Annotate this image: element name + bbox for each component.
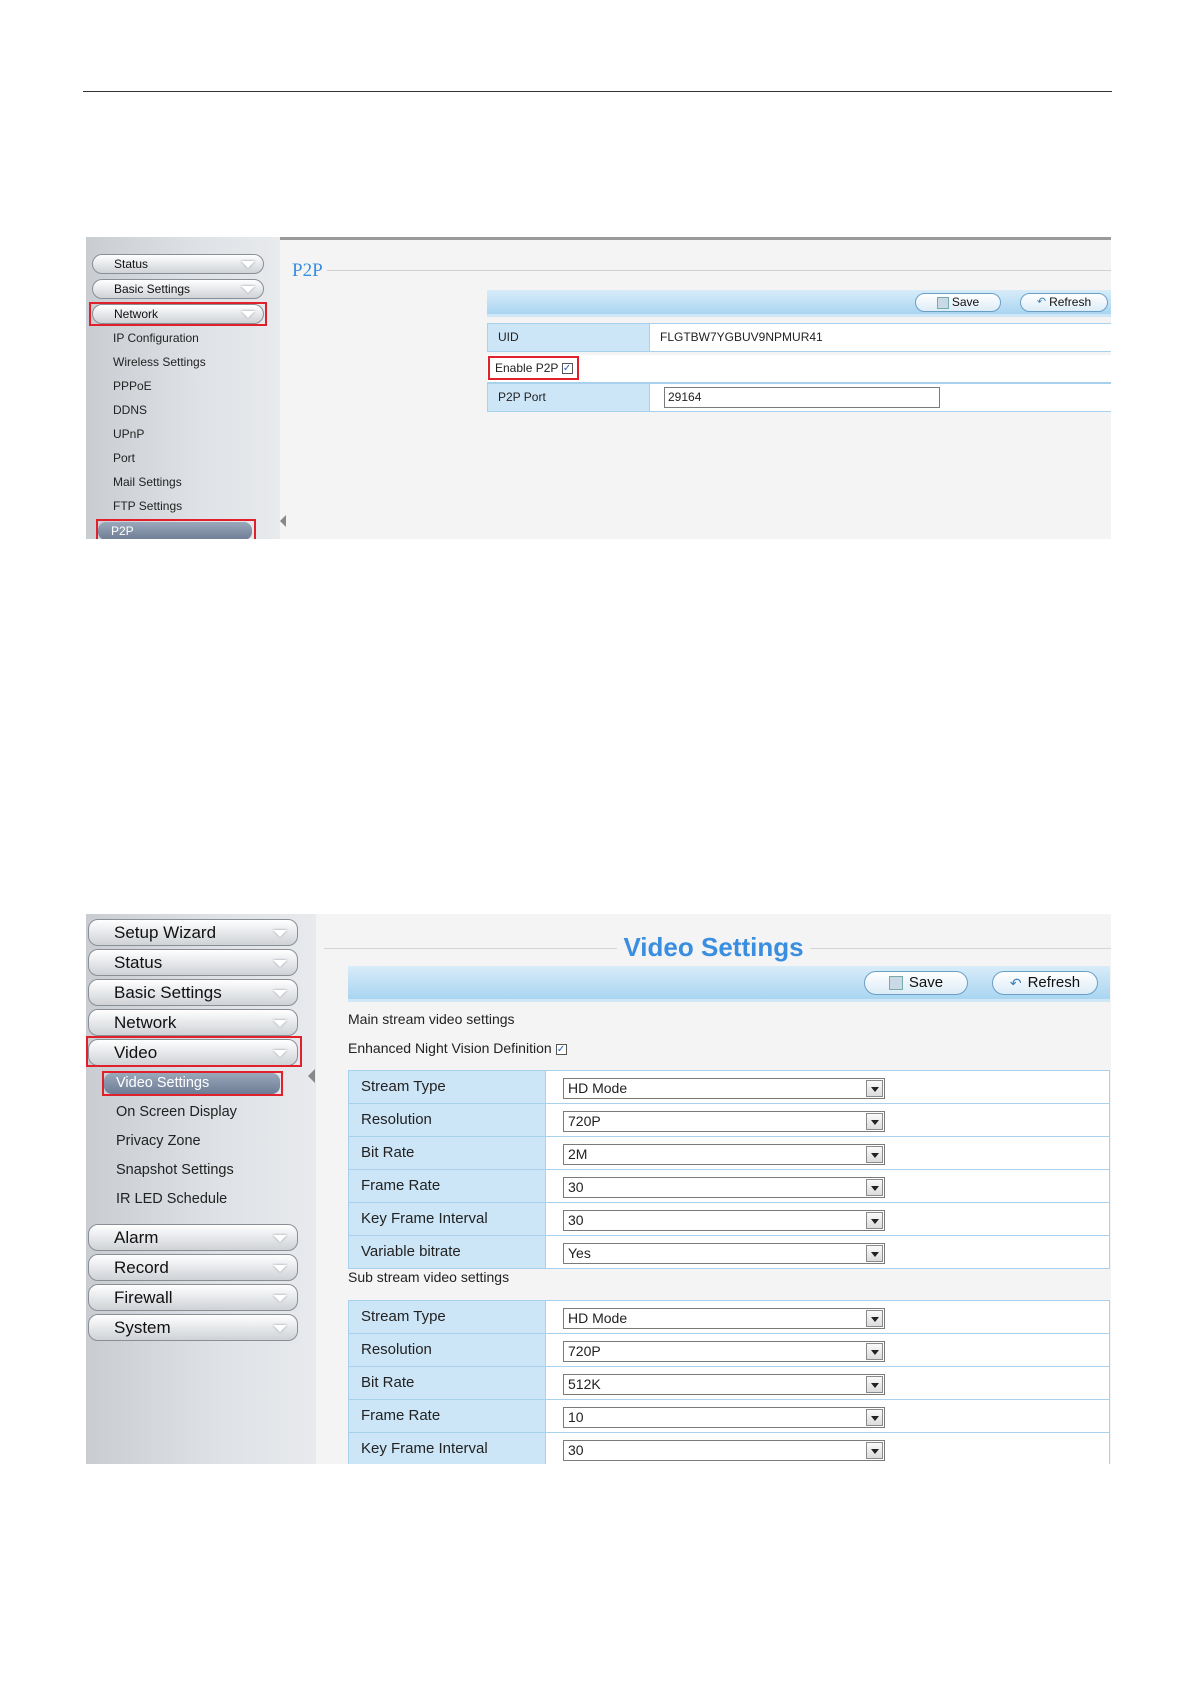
enable-p2p-row (487, 355, 1111, 383)
chevron-down-icon (241, 261, 255, 268)
setting-label: Bit Rate (349, 1137, 546, 1169)
setting-select[interactable] (563, 1111, 885, 1132)
refresh-icon: ↶ (1036, 296, 1047, 309)
night-vision-label: Enhanced Night Vision Definition (348, 1040, 552, 1056)
setting-row (348, 1169, 1110, 1203)
video-settings-screenshot (86, 914, 1111, 1464)
menu-firewall[interactable] (88, 1284, 298, 1311)
main-panel (316, 914, 1111, 1464)
chevron-down-icon (273, 1265, 287, 1272)
submenu-on-screen-display[interactable]: On Screen Display (116, 1104, 237, 1120)
menu-label: Record (114, 1258, 169, 1277)
setting-row (348, 1235, 1110, 1269)
refresh-label: Refresh (1049, 295, 1092, 309)
panel-title: P2P (288, 260, 327, 282)
setting-value: HD Mode (568, 1080, 628, 1096)
setting-select[interactable] (563, 1440, 885, 1461)
chevron-down-icon (273, 1235, 287, 1242)
chevron-down-icon (273, 930, 287, 937)
menu-label: Setup Wizard (114, 923, 217, 942)
submenu-video-settings[interactable]: Video Settings (104, 1073, 280, 1094)
menu-label: Alarm (114, 1228, 159, 1247)
refresh-button[interactable] (992, 971, 1098, 995)
submenu-ftp-settings[interactable]: FTP Settings (113, 499, 183, 513)
panel-title-rule (290, 270, 1111, 271)
setting-select[interactable] (563, 1210, 885, 1231)
menu-label: Video (114, 1043, 158, 1062)
setting-row (348, 1070, 1110, 1104)
menu-label: Basic Settings (114, 983, 222, 1002)
setting-select[interactable] (563, 1341, 885, 1362)
setting-select[interactable] (563, 1308, 885, 1329)
setting-row (348, 1103, 1110, 1137)
p2p-port-row (487, 383, 1111, 412)
main-panel (280, 237, 1111, 539)
setting-label: Key Frame Interval (349, 1433, 546, 1464)
uid-value: FLGTBW7YGBUV9NPMUR41 (660, 330, 823, 344)
menu-label: Status (114, 257, 149, 271)
highlight-video-settings (102, 1071, 283, 1096)
setting-row (348, 1432, 1110, 1464)
setting-value: 30 (568, 1442, 584, 1458)
night-vision-wrap (348, 1040, 567, 1056)
menu-network[interactable] (88, 1009, 298, 1036)
highlight-p2p (96, 519, 256, 539)
collapse-icon[interactable] (308, 1069, 315, 1083)
chevron-down-icon[interactable] (866, 1376, 883, 1393)
setting-select[interactable] (563, 1374, 885, 1395)
main-stream-heading: Main stream video settings (348, 1011, 515, 1027)
sidebar (86, 237, 280, 539)
chevron-down-icon[interactable] (866, 1442, 883, 1459)
submenu-port[interactable]: Port (113, 451, 136, 465)
submenu-ip-configuration[interactable]: IP Configuration (113, 331, 199, 345)
save-button[interactable] (864, 971, 968, 995)
toolbar (348, 966, 1110, 1002)
submenu-wireless-settings[interactable]: Wireless Settings (113, 355, 206, 369)
chevron-down-icon (273, 1020, 287, 1027)
setting-value: 720P (568, 1113, 601, 1129)
setting-row (348, 1202, 1110, 1236)
menu-record[interactable] (88, 1254, 298, 1281)
save-icon (937, 297, 949, 309)
page-title-wrap (316, 932, 1111, 963)
uid-row (487, 323, 1111, 352)
uid-label: UID (488, 324, 650, 351)
setting-row (348, 1399, 1110, 1433)
chevron-down-icon (273, 1295, 287, 1302)
menu-status[interactable] (92, 254, 264, 274)
chevron-down-icon (273, 1325, 287, 1332)
menu-basic-settings[interactable] (88, 979, 298, 1006)
chevron-down-icon (273, 960, 287, 967)
save-button[interactable] (915, 293, 1001, 312)
setting-row (348, 1366, 1110, 1400)
refresh-label: Refresh (1027, 974, 1081, 991)
chevron-down-icon[interactable] (866, 1179, 883, 1196)
save-icon (889, 976, 903, 990)
chevron-down-icon[interactable] (866, 1310, 883, 1327)
chevron-down-icon[interactable] (866, 1343, 883, 1360)
submenu-ddns[interactable]: DDNS (113, 403, 148, 417)
page-title: Video Settings (617, 932, 809, 962)
save-label: Save (951, 295, 980, 309)
setting-value: Yes (568, 1245, 591, 1261)
p2p-screenshot (86, 237, 1111, 539)
setting-select[interactable] (563, 1243, 885, 1264)
setting-value: HD Mode (568, 1310, 628, 1326)
highlight-network (89, 302, 267, 326)
submenu-upnp[interactable]: UPnP (113, 427, 145, 441)
p2p-port-input[interactable]: 29164 (664, 387, 940, 408)
chevron-down-icon[interactable] (866, 1146, 883, 1163)
enable-p2p-label: Enable P2P (495, 361, 559, 375)
menu-setup-wizard[interactable] (88, 919, 298, 946)
setting-select[interactable] (563, 1177, 885, 1198)
setting-value: 720P (568, 1343, 601, 1359)
setting-value: 10 (568, 1409, 584, 1425)
setting-label: Frame Rate (349, 1170, 546, 1202)
setting-select[interactable] (563, 1144, 885, 1165)
menu-label: Basic Settings (114, 282, 191, 296)
chevron-down-icon[interactable] (866, 1245, 883, 1262)
menu-status[interactable] (88, 949, 298, 976)
chevron-down-icon[interactable] (866, 1113, 883, 1130)
setting-value: 512K (568, 1376, 601, 1392)
menu-label: Status (114, 953, 163, 972)
chevron-down-icon[interactable] (866, 1212, 883, 1229)
refresh-button[interactable] (1020, 293, 1108, 312)
menu-label: System (114, 1318, 171, 1337)
submenu-privacy-zone[interactable]: Privacy Zone (116, 1133, 201, 1149)
setting-select[interactable] (563, 1407, 885, 1428)
menu-alarm[interactable] (88, 1224, 298, 1251)
chevron-down-icon[interactable] (866, 1080, 883, 1097)
submenu-snapshot-settings[interactable]: Snapshot Settings (116, 1162, 234, 1178)
submenu-p2p[interactable]: P2P (98, 522, 252, 539)
menu-basic-settings[interactable] (92, 279, 264, 299)
chevron-down-icon[interactable] (866, 1409, 883, 1426)
collapse-icon[interactable] (280, 515, 286, 527)
setting-select[interactable] (563, 1078, 885, 1099)
setting-value: 30 (568, 1179, 584, 1195)
page-header-rule (83, 91, 1112, 92)
setting-label: Stream Type (349, 1071, 546, 1103)
setting-label: Frame Rate (349, 1400, 546, 1432)
setting-label: Variable bitrate (349, 1236, 546, 1268)
submenu-mail-settings[interactable]: Mail Settings (113, 475, 182, 489)
setting-label: Resolution (349, 1104, 546, 1136)
p2p-port-label: P2P Port (488, 384, 650, 411)
setting-row (348, 1333, 1110, 1367)
setting-label: Stream Type (349, 1301, 546, 1333)
enable-p2p-checkbox[interactable]: ✓ (562, 363, 572, 375)
setting-value: 2M (568, 1146, 588, 1162)
setting-row (348, 1136, 1110, 1170)
submenu-pppoe[interactable]: PPPoE (113, 379, 152, 393)
save-label: Save (908, 974, 944, 991)
refresh-icon: ↶ (1009, 975, 1022, 992)
highlight-video (86, 1036, 302, 1067)
chevron-down-icon (273, 990, 287, 997)
setting-label: Resolution (349, 1334, 546, 1366)
chevron-down-icon (241, 286, 255, 293)
night-vision-checkbox[interactable]: ✓ (556, 1043, 566, 1055)
enable-p2p-label-wrap (495, 360, 573, 376)
toolbar (487, 290, 1111, 317)
sub-stream-heading: Sub stream video settings (348, 1269, 510, 1285)
menu-system[interactable] (88, 1314, 298, 1341)
setting-row (348, 1300, 1110, 1334)
sidebar (86, 914, 316, 1464)
setting-label: Key Frame Interval (349, 1203, 546, 1235)
menu-label: Network (114, 307, 159, 321)
menu-label: Firewall (114, 1288, 173, 1307)
setting-value: 30 (568, 1212, 584, 1228)
setting-label: Bit Rate (349, 1367, 546, 1399)
menu-label: Network (114, 1013, 177, 1032)
submenu-ir-led-schedule[interactable]: IR LED Schedule (116, 1191, 228, 1207)
